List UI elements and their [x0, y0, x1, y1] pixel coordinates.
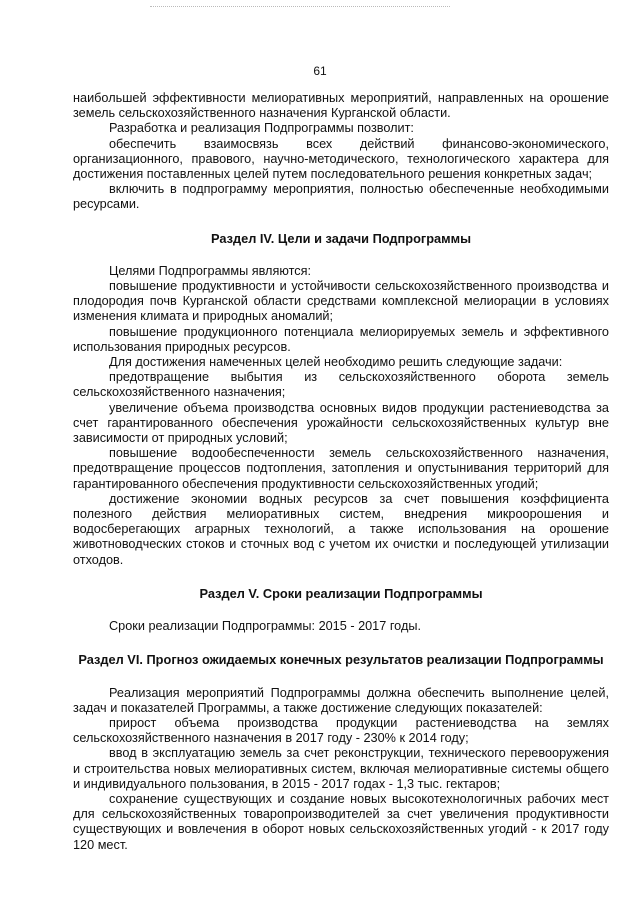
section-4-paragraph: Для достижения намеченных целей необходимо решить следующие задачи:: [109, 355, 563, 370]
intro-paragraph-4: включить в подпрограмму мероприятия, полностью обеспеченные необходимыми ресурсами.: [73, 182, 609, 212]
intro-paragraph-1: наибольшей эффективности мелиоративных мероприятий, направленных на орошение земель сельскохозяйственного назначения Курганской области.: [73, 91, 609, 121]
section-5-paragraph: Сроки реализации Подпрограммы: 2015 - 2017 годы.: [109, 619, 421, 634]
section-6-paragraph: Реализация мероприятий Подпрограммы должна обеспечить выполнение целей, задач и показателей Программы, а также достижение следующих показателей:: [73, 685, 609, 715]
section-6-paragraph: ввод в эксплуатацию земель за счет реконструкции, технического перевооружения и строительства новых мелиоративных систем, включая мелиоративные системы общего и индивидуального пользования, в 2015 - 2017 годах - 1,3 тыс. гектаров;: [73, 746, 609, 791]
section-4-paragraph: повышение водообеспеченности земель сельскохозяйственного назначения, предотвращение процессов подтопления, затопления и опустынивания территорий для гарантированного обеспечения продуктивности сельскохозяйственных угодий;: [73, 446, 609, 491]
scan-artifact: [150, 6, 450, 10]
section-6-paragraph: прирост объема производства продукции растениеводства на землях сельскохозяйственного назначения в 2017 году - 230% к 2014 году;: [73, 715, 609, 746]
section-4-heading: Раздел IV. Цели и задачи Подпрограммы: [210, 230, 472, 246]
section-4-paragraph: достижение экономии водных ресурсов за счет повышения коэффициента полезного действия мелиоративных систем, внедрения микроорошения и водосберегающих аграрных технологий, а также использования на орошение животноводческих стоков и сточных вод с учетом их очистки и последующей утилизации отходов.: [73, 491, 609, 567]
page-number: 61: [313, 64, 327, 78]
section-4-paragraph: предотвращение выбытия из сельскохозяйственного оборота земель сельскохозяйственного назначения;: [73, 370, 609, 400]
section-6-paragraph: сохранение существующих и создание новых высокотехнологичных рабочих мест для сельскохозяйственных товаропроизводителей за счет увеличения продуктивности существующих и вовлечения в оборот новых сельскохозяйственных угодий - к 2017 году 120 мест.: [73, 791, 609, 852]
section-5-heading: Раздел V. Сроки реализации Подпрограммы: [199, 585, 483, 601]
section-4-paragraph: повышение продукционного потенциала мелиорируемых земель и эффективного использования природных ресурсов.: [73, 324, 609, 354]
section-4-paragraph: Целями Подпрограммы являются:: [109, 263, 311, 278]
section-4-paragraph: повышение продуктивности и устойчивости сельскохозяйственного производства и плодородия почв Курганской области средствами комплексной мелиорации в условиях изменения климата и природных аномалий;: [73, 279, 609, 324]
intro-paragraph-2: Разработка и реализация Подпрограммы позволит:: [109, 121, 414, 136]
intro-paragraph-3: обеспечить взаимосвязь всех действий финансово-экономического, организационного, правового, научно-методического, технологического характера для достижения поставленных целей путем последовательного решения конкретных задач;: [73, 136, 609, 182]
section-4-paragraph: увеличение объема производства основных видов продукции растениеводства за счет гарантированного обеспечения урожайности сельскохозяйственных культур вне зависимости от природных условий;: [73, 400, 609, 446]
section-6-heading: Раздел VI. Прогноз ожидаемых конечных результатов реализации Подпрограммы: [78, 652, 604, 668]
document-body: [73, 91, 609, 853]
